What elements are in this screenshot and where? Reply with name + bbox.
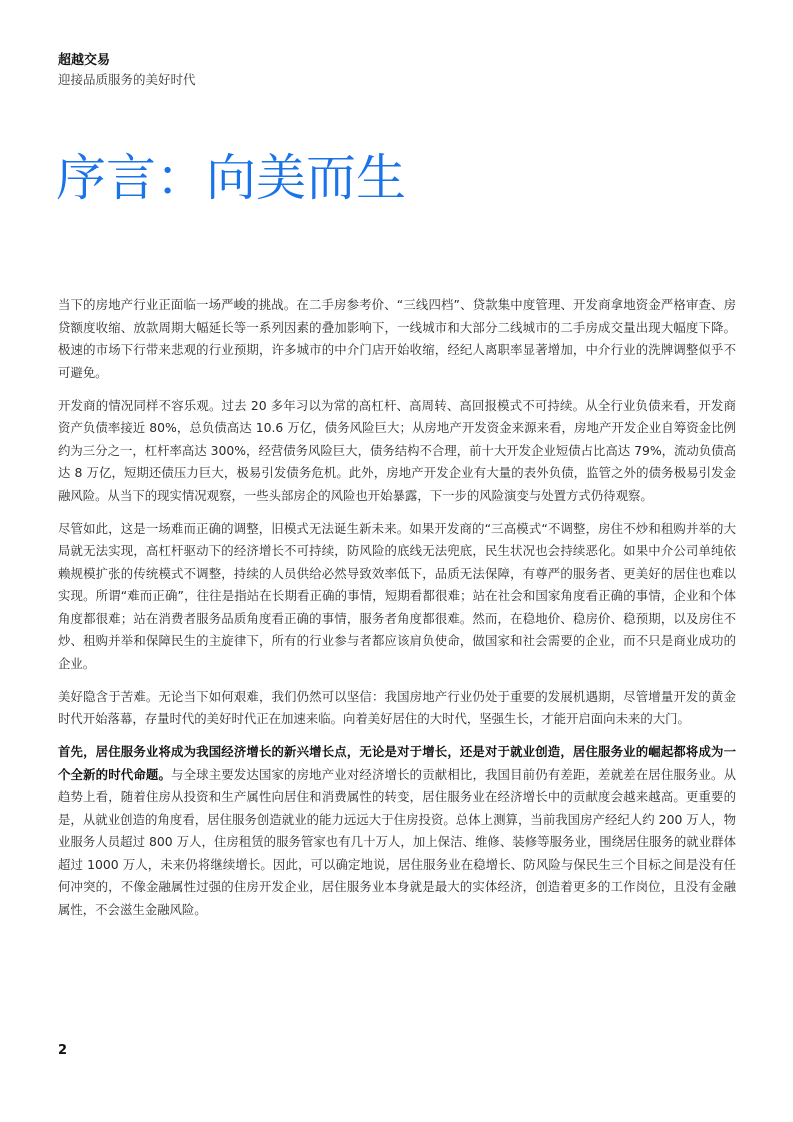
paragraph-lead: 首先，居住服务业将成为我国经济增长的新兴增长点，无论是对于增长，还是对于就业创造，居住服务业的崛起都将成为一个全新的时代命题。 [58,744,736,782]
paragraph-rest: 与全球主要发达国家的房地产业对经济增长的贡献相比，我国目前仍有差距，差就差在居住服务业。从趋势上看，随着住房从投资和生产属性向居住和消费属性的转变，居住服务业在经济增长中的贡献度会越来越高。更重要的是，从就业创造的角度看，居住服务创造就业的能力远远大于住房投资。总体上测算，当前我国房产经纪人约 200 万人，物业服务人员超过 800 万人，住房租赁的服务管家也有几十万人，加上保洁、维修、装修等服务业，围绕居住服务的就业群体超过 1000 万人，未来仍将继续增长。因此，可以确定地说，居住服务业在稳增长、防风险与保民生三个目标之间是没有任何冲突的，不像金融属性过强的住房开发企业，居住服务业本身就是最大的实体经济，创造着更多的工作岗位，且没有金融属性，不会滋生金融风险。 [58,766,737,917]
body-text [58,294,736,921]
running-header [58,52,196,89]
paragraph [58,741,736,921]
paragraph: 美好隐含于苦难。无论当下如何艰难，我们仍然可以坚信：我国房地产行业仍处于重要的发展机遇期，尽管增量开发的黄金时代开始落幕，存量时代的美好时代正在加速来临。向着美好居住的大时代，坚强生长，才能开启面向未来的大门。 [58,688,736,726]
paragraph: 开发商的情况同样不容乐观。过去 20 多年习以为常的高杠杆、高周转、高回报模式不可持续。从全行业负债来看，开发商资产负债率接近 80%，总负债高达 10.6 万亿，债务风险巨大；从房地产开发资金来源来看，房地产开发企业自筹资金比例约为三分之一，杠杆率高达 300%，经营债务风险巨大，债务结构不合理，前十大开发企业短债占比高达 79%，流动负债高达 8 万亿，短期还债压力巨大，极易引发债务危机。此外，房地产开发企业有大量的表外负债，监管之外的债务极易引发金融风险。从当下的现实情况观察，一些头部房企的风险也开始暴露，下一步的风险演变与处置方式仍待观察。 [58,397,736,503]
paragraph: 尽管如此，这是一场难而正确的调整，旧模式无法诞生新未来。如果开发商的“三高模式“不调整，房住不炒和租购并举的大局就无法实现，高杠杆驱动下的经济增长不可持续，防风险的底线无法兜底，民生状况也会持续恶化。如果中介公司单纯依赖规模扩张的传统模式不调整，持续的人员供给必然导致效率低下，品质无法保障，有尊严的服务者、更美好的居住也难以实现。所谓“难而正确”，往往是指站在长期看正确的事情，短期看都很难；站在社会和国家角度看正确的事情，企业和个体角度都很难；站在消费者服务品质角度看正确的事情，服务者角度都很难。然而，在稳地价、稳房价、稳预期，以及房住不炒、租购并举和保障民生的主旋律下，所有的行业参与者都应该肩负使命，做国家和社会需要的企业，而不只是商业成功的企业。 [58,520,736,671]
paragraph: 当下的房地产行业正面临一场严峻的挑战。在二手房参考价、“三线四档”、贷款集中度管理、开发商拿地资金严格审查、房贷额度收缩、放款周期大幅延长等一系列因素的叠加影响下，一线城市和大部分二线城市的二手房成交量出现大幅度下降。极速的市场下行带来悲观的行业预期，许多城市的中介门店开始收缩，经纪人离职率显著增加，中介行业的洗牌调整似乎不可避免。 [58,297,736,380]
report-title: 超越交易 [58,53,111,68]
page-number: 2 [58,1043,68,1058]
report-subtitle: 迎接品质服务的美好时代 [58,72,196,87]
page-title: 序言：向美而生 [56,149,406,207]
